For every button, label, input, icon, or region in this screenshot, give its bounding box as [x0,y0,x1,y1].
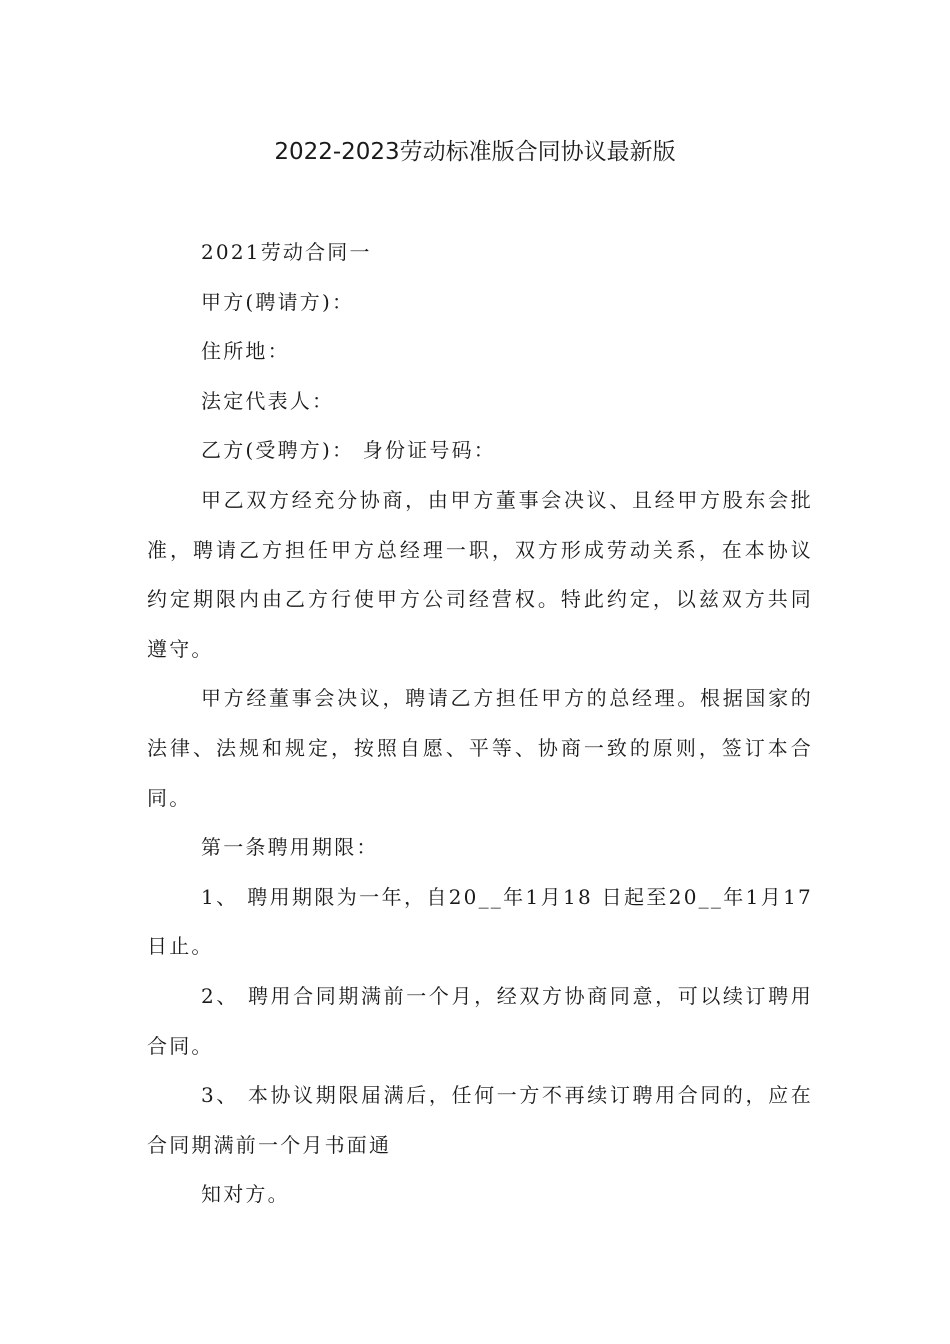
paragraph-line: 合同期满前一个月书面通 [147,1132,392,1157]
party-b-field: 乙方(受聘方)： 身份证号码： [201,438,496,463]
article-1-item-3-continuation: 知对方。 [201,1182,290,1207]
paragraph-line: 3、 本协议期限届满后，任何一方不再续订聘用合同的，应在 [201,1083,813,1108]
legal-representative-field: 法定代表人： [201,388,335,413]
paragraph-line: 约定期限内由乙方行使甲方公司经营权。特此约定，以兹双方共同 [147,587,813,612]
paragraph-line: 同。 [147,785,192,810]
paragraph-line: 甲乙双方经充分协商，由甲方董事会决议、且经甲方股东会批 [201,487,813,512]
paragraph-agreement-basis [147,476,813,674]
paragraph-line: 甲方经董事会决议，聘请乙方担任甲方的总经理。根据国家的 [201,686,813,711]
article-1-title: 第一条聘用期限： [201,835,379,860]
article-1-item-2 [147,972,813,1071]
document-title: 2022-2023劳动标准版合同协议最新版 [274,139,676,165]
paragraph-line: 准，聘请乙方担任甲方总经理一职，双方形成劳动关系，在本协议 [147,537,813,562]
article-1-item-3 [147,1071,813,1170]
paragraph-line: 法律、法规和规定，按照自愿、平等、协商一致的原则，签订本合 [147,735,813,760]
paragraph-line: 2、 聘用合同期满前一个月，经双方协商同意，可以续订聘用 [201,983,813,1008]
article-1-item-1 [147,873,813,972]
contract-heading: 2021劳动合同一 [201,240,372,264]
paragraph-line: 合同。 [147,1033,214,1058]
paragraph-line: 遵守。 [147,636,214,661]
party-a-field: 甲方(聘请方)： [201,289,355,314]
address-field: 住所地： [201,339,290,364]
paragraph-appointment [147,674,813,823]
document-body [147,228,813,1220]
paragraph-line: 1、 聘用期限为一年，自20__年1月18 日起至20__年1月17 [201,884,813,909]
paragraph-line: 日止。 [147,934,214,959]
